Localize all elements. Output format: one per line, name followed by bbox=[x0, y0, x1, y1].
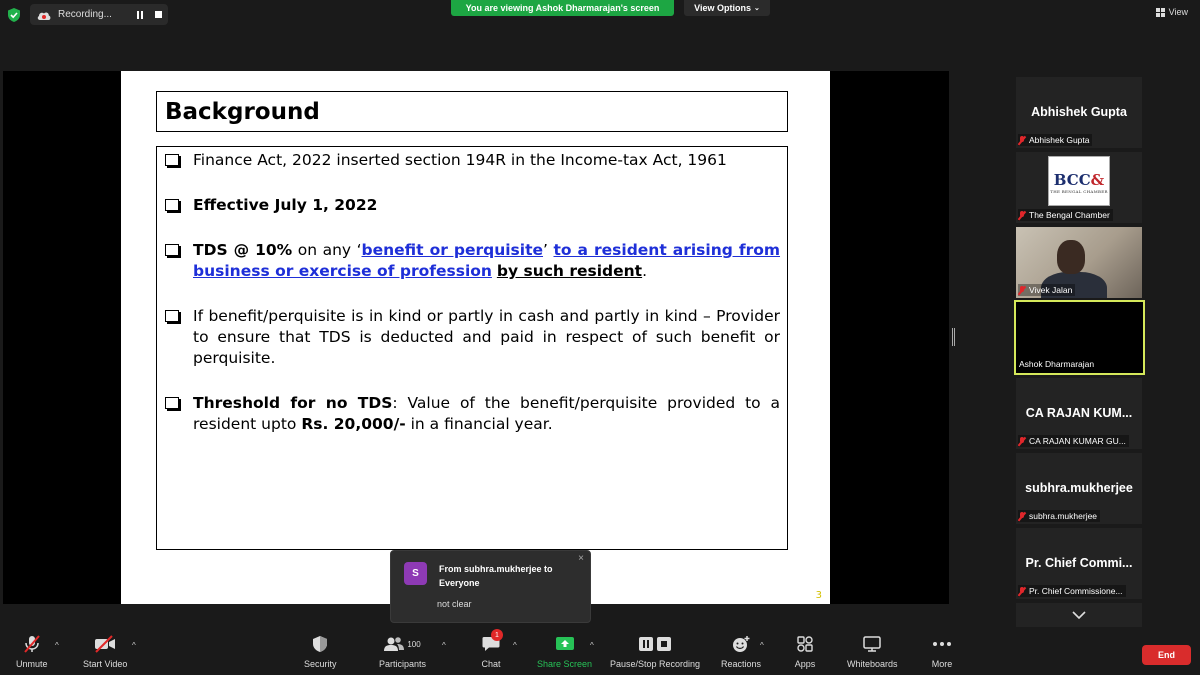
checkbox-bullet-icon bbox=[165, 154, 179, 166]
bullet-bold: by such resident bbox=[496, 262, 643, 280]
reactions-label: Reactions bbox=[721, 659, 762, 669]
mic-muted-icon bbox=[21, 634, 43, 654]
security-button[interactable] bbox=[304, 634, 337, 669]
start-video-label: Start Video bbox=[83, 659, 128, 669]
mic-muted-icon bbox=[1018, 587, 1026, 596]
participant-tile[interactable] bbox=[1016, 77, 1142, 148]
bullet-plain: . bbox=[642, 262, 648, 280]
bullet-item bbox=[165, 150, 780, 171]
view-options-label: View Options bbox=[694, 3, 751, 13]
share-screen-button[interactable] bbox=[537, 634, 592, 669]
audio-options-caret[interactable]: ^ bbox=[55, 641, 59, 650]
whiteboard-icon bbox=[861, 634, 883, 654]
sender-avatar: S bbox=[404, 562, 427, 585]
resize-handle[interactable] bbox=[952, 328, 955, 346]
bullet-item bbox=[165, 195, 780, 216]
security-label: Security bbox=[304, 659, 337, 669]
share-options-caret[interactable]: ^ bbox=[590, 641, 594, 650]
presentation-slide bbox=[121, 71, 830, 604]
bullet-text: If benefit/perquisite is in kind or partly in cash and partly in kind – Provider to ensure that TDS is deducted and paid in respect of such benefit or perquisite. bbox=[193, 307, 780, 367]
recording-indicator bbox=[30, 4, 168, 25]
scroll-participants-down-button[interactable] bbox=[1016, 603, 1142, 627]
chevron-down-icon: ⌄ bbox=[753, 5, 760, 12]
participant-label: subhra.mukherjee bbox=[1018, 510, 1100, 522]
bullet-bold: Rs. 20,000/- bbox=[301, 415, 406, 433]
chat-label: Chat bbox=[481, 659, 501, 669]
participant-tile[interactable] bbox=[1016, 227, 1142, 298]
pause-stop-icon bbox=[637, 634, 673, 654]
participant-tile[interactable] bbox=[1016, 453, 1142, 524]
reactions-options-caret[interactable]: ^ bbox=[760, 641, 764, 650]
participants-button[interactable] bbox=[379, 634, 426, 669]
end-meeting-button[interactable]: End bbox=[1142, 645, 1191, 665]
participant-display-name: CA RAJAN KUM... bbox=[1025, 406, 1133, 420]
bullet-bold: Threshold for no TDS bbox=[193, 394, 393, 412]
participants-icon bbox=[383, 634, 423, 654]
checkbox-bullet-icon bbox=[165, 199, 179, 211]
participants-label: Participants bbox=[379, 659, 427, 669]
stop-recording-icon[interactable] bbox=[155, 11, 162, 18]
checkbox-bullet-icon bbox=[165, 397, 179, 409]
bullet-text: Effective July 1, 2022 bbox=[193, 196, 378, 214]
pause-recording-icon[interactable] bbox=[137, 11, 143, 19]
checkbox-bullet-icon bbox=[165, 244, 179, 256]
bullet-plain: in a financial year. bbox=[405, 415, 553, 433]
bullet-plain: ’ bbox=[543, 241, 554, 259]
bullet-plain: : Value of the benefit/perquisite provided to a resident upto bbox=[193, 394, 781, 433]
person-head bbox=[1057, 240, 1085, 274]
participant-label: Vivek Jalan bbox=[1018, 284, 1075, 296]
bullet-text bbox=[193, 393, 780, 435]
participant-tile-active-speaker[interactable] bbox=[1014, 300, 1145, 375]
video-off-icon bbox=[94, 634, 116, 654]
bullet-link: benefit or perquisite bbox=[361, 241, 544, 259]
participant-label: Abhishek Gupta bbox=[1018, 134, 1092, 146]
view-button[interactable] bbox=[1156, 7, 1188, 17]
mic-muted-icon bbox=[1018, 512, 1026, 521]
pause-stop-label: Pause/Stop Recording bbox=[610, 659, 701, 669]
slide-page-number: 3 bbox=[815, 590, 822, 601]
video-options-caret[interactable]: ^ bbox=[132, 641, 136, 650]
participant-label: CA RAJAN KUMAR GU... bbox=[1018, 435, 1129, 447]
recording-label: Recording... bbox=[58, 9, 112, 20]
participants-count: 100 bbox=[407, 639, 421, 649]
slide-title: Background bbox=[156, 91, 788, 132]
bullet-plain: on any ‘ bbox=[292, 241, 362, 259]
view-options-button[interactable] bbox=[684, 0, 770, 16]
bengal-chamber-logo: BCC& THE BENGAL CHAMBER bbox=[1048, 156, 1110, 206]
cloud-record-icon bbox=[36, 9, 52, 21]
participant-label: The Bengal Chamber bbox=[1018, 209, 1113, 221]
participant-tile[interactable] bbox=[1016, 152, 1142, 223]
checkbox-bullet-icon bbox=[165, 310, 179, 322]
bullet-item bbox=[165, 393, 780, 435]
participant-display-name: subhra.mukherjee bbox=[1025, 481, 1133, 495]
slide-content bbox=[156, 146, 788, 550]
chat-button[interactable] bbox=[480, 631, 502, 669]
more-button[interactable] bbox=[931, 634, 953, 669]
chat-unread-badge: 1 bbox=[491, 629, 503, 641]
pause-stop-recording-button[interactable] bbox=[610, 634, 700, 669]
mic-muted-icon bbox=[1018, 437, 1026, 446]
bullet-item bbox=[165, 240, 780, 282]
participant-display-name: Pr. Chief Commi... bbox=[1025, 556, 1133, 570]
close-icon[interactable]: × bbox=[578, 553, 584, 564]
bullet-link: to a resident arising from business or exercise of profession bbox=[193, 241, 781, 280]
viewing-banner: You are viewing Ashok Dharmarajan's screen bbox=[451, 0, 674, 16]
start-video-button[interactable] bbox=[83, 634, 127, 669]
meeting-toolbar bbox=[0, 628, 1200, 675]
chat-sender: From subhra.mukherjee to Everyone bbox=[439, 564, 553, 588]
mic-muted-icon bbox=[1018, 136, 1026, 145]
more-label: More bbox=[931, 659, 953, 669]
chat-options-caret[interactable]: ^ bbox=[513, 641, 517, 650]
apps-label: Apps bbox=[794, 659, 816, 669]
participant-display-name: Abhishek Gupta bbox=[1031, 105, 1127, 119]
grid-view-icon bbox=[1156, 8, 1165, 17]
participant-tile[interactable] bbox=[1016, 378, 1142, 449]
shield-check-icon[interactable] bbox=[6, 7, 22, 23]
chat-message: not clear bbox=[437, 599, 472, 609]
mic-muted-icon bbox=[1018, 286, 1026, 295]
chevron-down-icon bbox=[1072, 611, 1086, 619]
mic-muted-icon bbox=[1018, 211, 1026, 220]
whiteboards-button[interactable] bbox=[847, 634, 898, 669]
participant-label: Pr. Chief Commissione... bbox=[1018, 585, 1126, 597]
reactions-button[interactable] bbox=[721, 634, 761, 669]
bullet-bold: TDS @ 10% bbox=[193, 241, 293, 259]
apps-icon bbox=[794, 634, 816, 654]
bullet-text: Finance Act, 2022 inserted section 194R in the Income-tax Act, 1961 bbox=[193, 151, 727, 169]
participant-label: Ashok Dharmarajan bbox=[1019, 358, 1097, 370]
unmute-button[interactable] bbox=[16, 634, 48, 669]
chat-notification[interactable] bbox=[390, 550, 591, 623]
bullet-item bbox=[165, 306, 780, 369]
shield-icon bbox=[309, 634, 331, 654]
view-label: View bbox=[1168, 7, 1188, 17]
more-dots-icon bbox=[931, 634, 953, 654]
chat-bubble-icon bbox=[480, 631, 502, 654]
participants-options-caret[interactable]: ^ bbox=[442, 641, 446, 650]
whiteboards-label: Whiteboards bbox=[847, 659, 898, 669]
apps-button[interactable] bbox=[794, 634, 816, 669]
share-screen-icon bbox=[554, 634, 576, 654]
participant-tile[interactable] bbox=[1016, 528, 1142, 599]
unmute-label: Unmute bbox=[16, 659, 48, 669]
emoji-plus-icon bbox=[730, 634, 752, 654]
share-screen-label: Share Screen bbox=[537, 659, 593, 669]
bullet-text bbox=[193, 240, 780, 282]
